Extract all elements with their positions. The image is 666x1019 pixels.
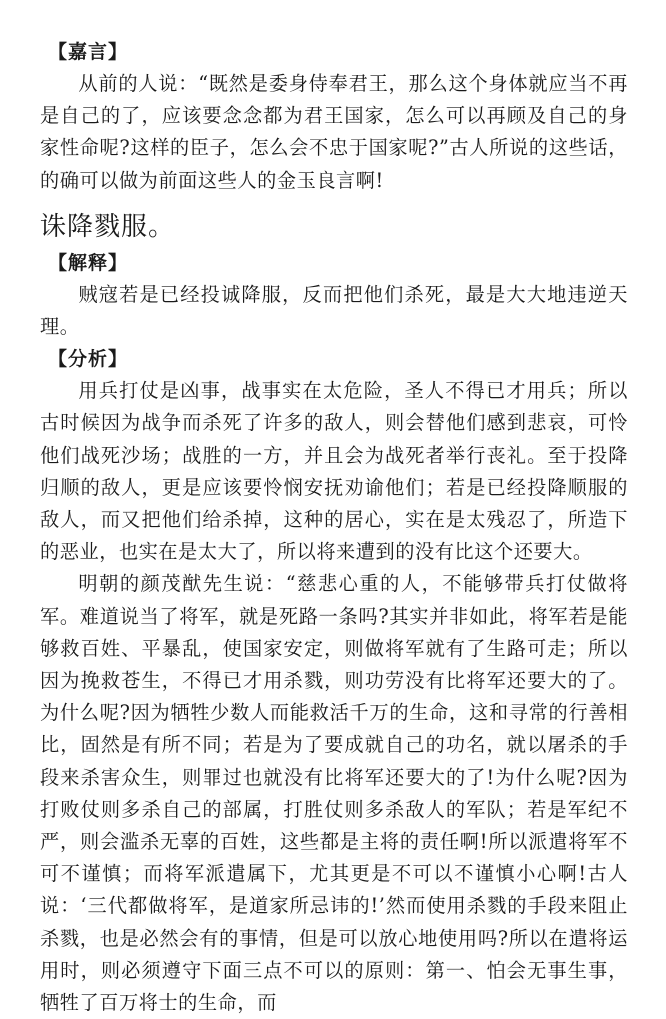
jieshi-paragraph: 贼寇若是已经投诚降服，反而把他们杀死，最是大大地违逆天理。 (40, 282, 628, 339)
jieshi-heading: 【解释】 (48, 251, 129, 274)
main-title: 诛降戮服。 (40, 211, 176, 242)
jiayan-paragraph: 从前的人说：“既然是委身侍奉君王，那么这个身体就应当不再是自己的了，应该要念念都为君王国家，怎么可以再顾及自己的身家性命呢?这样的臣子，怎么会不忠于国家呢?”古人所说的这些话，的确可以做为前面这些人的金玉良言啊! (40, 72, 628, 192)
fenxi-paragraph-2: 明朝的颜茂猷先生说：“慈悲心重的人，不能够带兵打仗做将军。难道说当了将军，就是死路一条吗?其实并非如此，将军若是能够救百姓、平暴乱，使国家安定，则做将军就有了生路可走；所以因为挽救苍生，不得已才用杀戮，则功劳没有比将军还要大的了。为什么呢?因为牺牲少数人而能救活千万的生命，这和寻常的行善相比，固然是有所不同；若是为了要成就自己的功名，就以屠杀的手段来杀害众生，则罪过也就没有比将军还要大的了!为什么呢?因为打败仗则多杀自己的部属，打胜仗则多杀敌人的军队；若是军纪不严，则会滥杀无辜的百姓，这些都是主将的责任啊!所以派遣将军不可不谨慎；而将军派遣属下，尤其更是不可以不谨慎小心啊!古人说：‘三代都做将军，是道家所忌讳的!’然而使用杀戮的手段来阻止杀戮，也是必然会有的事情，但是可以放心地使用吗?所以在遣将运用时，则必须遵守下面三点不可以的原则：第一、怕会无事生事，牺牲了百万将士的生命，而 (40, 572, 628, 1015)
fenxi-paragraph-1: 用兵打仗是凶事，战事实在太危险，圣人不得已才用兵；所以古时候因为战争而杀死了许多的敌人，则会替他们感到悲哀，可怜他们战死沙场；战胜的一方，并且会为战死者举行丧礼。至于投降归顺的敌人，更是应该要怜悯安抚劝谕他们；若是已经投降顺服的敌人，而又把他们给杀掉，这种的居心，实在是太残忍了，所造下的恶业，也实在是太大了，所以将来遭到的没有比这个还要大。 (40, 379, 628, 564)
jiayan-heading: 【嘉言】 (48, 41, 129, 63)
fenxi-heading: 【分析】 (48, 348, 129, 371)
